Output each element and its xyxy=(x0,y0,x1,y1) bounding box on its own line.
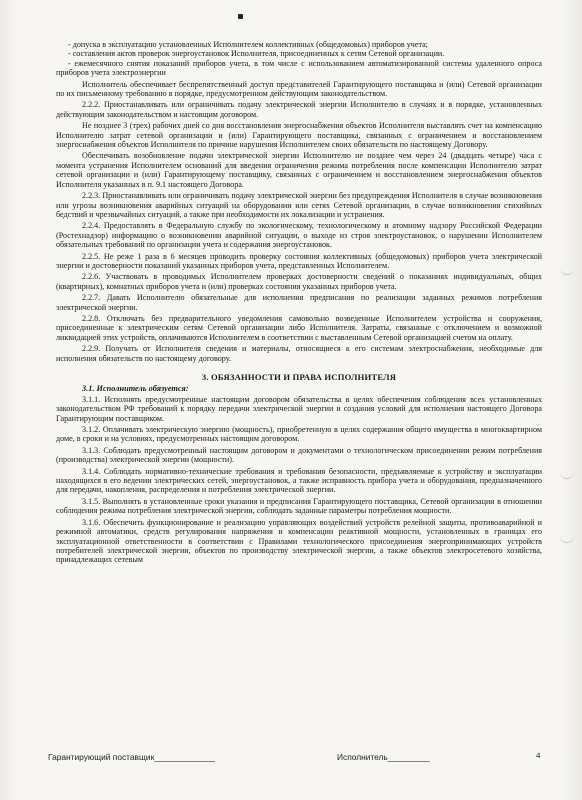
scan-dot xyxy=(238,14,243,19)
paragraph: 3.1.2. Оплачивать электрическую энергию (мощность), приобретенную в целях содержания общего имущества в многоквартирном доме, в сроки и на условиях, предусмотренных настоящим договором. xyxy=(56,425,542,444)
paragraph: 2.2.9. Получать от Исполнителя сведения и материалы, относящиеся к его системам электроснабжения, необходимые для исполнения обязательств по настоящему договору. xyxy=(56,344,542,363)
list-item: - составления актов проверок энергоустановок Исполнителя, присоединенных к сетям Сетевой организации. xyxy=(68,49,445,59)
paragraph: Не позднее 3 (трех) рабочих дней со дня восстановления энергоснабжения объектов Исполнителя выставлять счет на компенсацию Исполнителю затрат сетевой организации и (или) Гарантирующего поставщика, связанных с ограничением и восстановлением энергоснабжения объектов Исполнителя по причине нарушения Исполнителем своих обязательств по настоящему Договору. xyxy=(56,121,542,150)
list-item: - ежемесячного снятия показаний приборов учета, в том числе с использованием автоматизированной системы удаленного опроса приборов учета электроэнергии xyxy=(56,58,542,78)
paragraph: 3.1.1. Исполнять предусмотренные настоящим договором обязательства в целях обеспечения соблюдения всех установленных законодательством РФ требований к порядку передачи электрической энергии и создания условий для исполнения настоящего Договора Гарантирующим поставщиком. xyxy=(56,394,542,423)
paragraph: 3.1.5. Выполнять в установленные сроки указания и предписания Гарантирующего поставщика, Сетевой организации в отношении соблюдения режима потребления электрической энергии, соблюдать заданные параметры потребления мощности. xyxy=(56,496,542,516)
margin-scan-mark xyxy=(560,268,574,275)
list-item: - допуска в эксплуатацию установленных Исполнителем коллективных (общедомовых) приборов учета; xyxy=(68,40,428,49)
subsection-title: 3.1. Исполнитель обязуется: xyxy=(82,384,189,394)
paragraph: 2.2.7. Давать Исполнителю обязательные для исполнения предписания по реализации заданных режимов потребления электрической энергии. xyxy=(56,293,542,312)
paragraph: 3.1.3. Соблюдать предусмотренный настоящим договором и документами о технологическом присоединении режим потребления (производства) электрической энергии (мощности). xyxy=(56,445,542,465)
paragraph: 2.2.5. Не реже 1 раза в 6 месяцев проводить проверку состояния коллективных (общедомовых) приборов учета электрической энергии и достоверности показаний указанных приборов учета, представленных Исполнителем. xyxy=(56,251,542,270)
page-number: 4 xyxy=(536,750,541,760)
paragraph: Исполнитель обеспечивает беспрепятственный доступ представителей Гарантирующего поставщика и (или) Сетевой организации по их письменному требованию в порядке, предусмотренном действующим законодательством. xyxy=(56,79,542,99)
footer-executor-signature: Исполнитель_________ xyxy=(337,752,430,762)
paragraph: Обеспечивать возобновление подачи электрической энергии Исполнителю не позднее чем через 24 (двадцать четыре) часа с момента устранения Исполнителем оснований для введения ограничения режима потребления после компенсации Исполнителю затрат сетевой организации и (или) Гарантирующему поставщику, связанных с ограничением и восстановлением энергоснабжения объектов Исполнителя указанных в п. 9.1 настоящего Договора. xyxy=(56,151,542,189)
paragraph: 2.2.6. Участвовать в проводимых Исполнителем проверках достоверности сведений о показаниях индивидуальных, общих (квартирных), комнатных приборов учета и (или) проверках состояния указанных приборов учета. xyxy=(56,272,542,291)
section-title: 3. ОБЯЗАННОСТИ И ПРАВА ИСПОЛНИТЕЛЯ xyxy=(201,372,397,382)
document-body xyxy=(56,40,542,565)
paragraph: 3.1.6. Обеспечить функционирование и реализацию управляющих воздействий устройств релейной защиты, противоаварийной и режимной автоматики, средств регулирования напряжения и компенсации реактивной мощности, установленных в границах его эксплуатационной ответственности в соответствии с Правилами технологического присоединения энергопринимающих устройств потребителей электрической энергии, объектов по производству электрической энергии, а также объектов электросетевого хозяйства, принадлежащих сетевым xyxy=(56,517,542,565)
paragraph: 3.1.4. Соблюдать нормативно-технические требования и требования безопасности, предъявляемые к устройству и эксплуатации находящихся в его ведении электрических сетей, энергоустановок, а также исправность прибора учета и оборудования, предназначенного для передачи, накопления, распределения и потребления электрической энергии. xyxy=(56,466,542,495)
margin-scan-mark xyxy=(560,472,574,479)
footer-supplier-signature: Гарантирующий поставщик_____________ xyxy=(48,752,215,762)
paragraph: 2.2.4. Предоставлять в Федеральную службу по экологическому, технологическому и атомному надзору Российской Федерации (Ростехнадзор) информацию о возникновении аварийной ситуации, о выходе из строя электроустановок, о нарушении Исполнителем обязательных требований по организации учета и содержания энергоустановок. xyxy=(56,221,542,250)
paragraph: 2.2.2. Приостанавливать или ограничивать подачу электрической энергии Исполнителю в случаях и в порядке, установленных действующим законодательством и настоящим договором. xyxy=(56,100,542,119)
margin-scan-mark xyxy=(560,536,574,543)
paragraph: 2.2.8. Отключать без предварительного уведомления самовольно возведенные Исполнителем устройства и сооружения, присоединенные к электрическим сетям Сетевой организации либо Исполнителя. Затраты, связанные с отключением и возможной ликвидацией этих устройств, оплачиваются Исполнителем в соответствии с выставленным Сетевой организацией счетом на оплату. xyxy=(56,313,542,342)
paragraph: 2.2.3. Приостанавливать или ограничивать подачу электрической энергии без предупреждения Исполнителя в случае возникновения или угрозы возникновения аварийных ситуаций на оборудовании или сетях Сетевой организации, в случае возникновения стихийных бедствий и чрезвычайных ситуаций, а также при необходимости их локализации и устранения. xyxy=(56,191,542,219)
